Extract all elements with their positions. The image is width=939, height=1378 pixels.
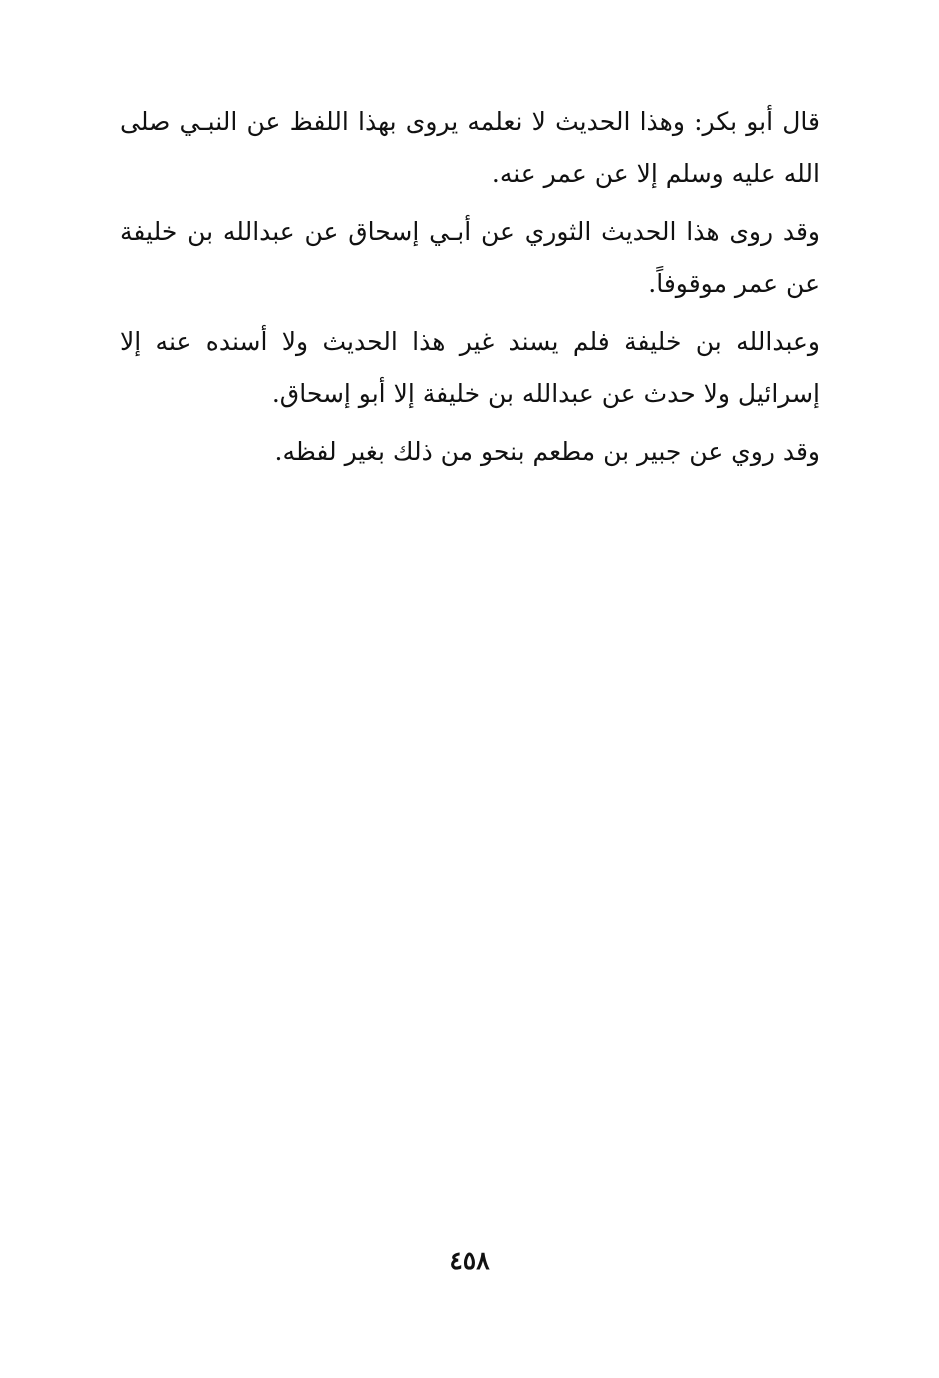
paragraph-3: وعبدالله بن خليفة فلم يسند غير هذا الحديث ولا أسنده عنه إلا إسرائيل ولا حدث عن عبدالله بن خليفة إلا أبو إسحاق. (120, 327, 820, 408)
paragraph-2: وقد روى هذا الحديث الثوري عن أبـي إسحاق عن عبدالله بن خليفة عن عمر موقوفاً. (120, 217, 820, 298)
paragraph-1: قال أبو بكر: وهذا الحديث لا نعلمه يروى بهذا اللفظ عن النبـي صلى الله عليه وسلم إلا عن عمر عنه. (120, 107, 820, 188)
page-number: ٤٥٨ (449, 1246, 490, 1275)
body-text (120, 96, 820, 484)
paragraph-4: وقد روي عن جبير بن مطعم بنحو من ذلك بغير لفظه. (274, 437, 820, 466)
